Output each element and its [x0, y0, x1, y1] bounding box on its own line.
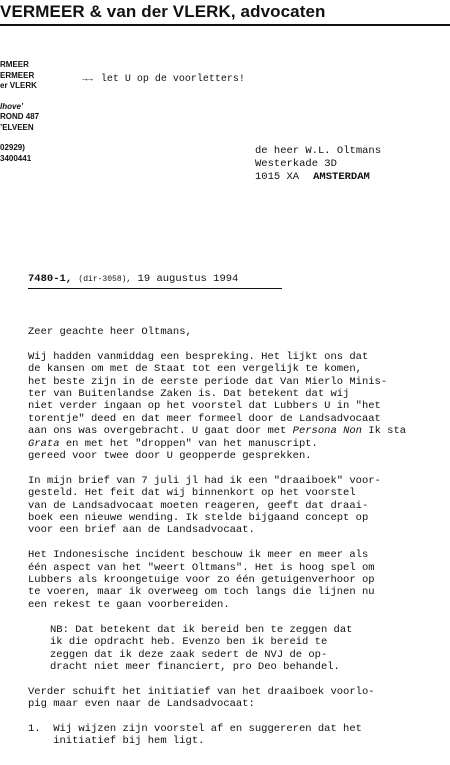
- letterhead-firm-name: VERMEER & van der VLERK, advocaten: [0, 2, 326, 21]
- addressee-name: de heer W.L. Oltmans: [255, 145, 382, 157]
- paragraph: Verder schuift het initiatief van het draaiboek voorlo- pig maar even naar de Landsadvocaat:: [28, 685, 375, 711]
- office-address-label: lhove’: [0, 101, 24, 111]
- arrow-icon: →→: [82, 74, 93, 84]
- reference-underline: [28, 288, 282, 289]
- office-phone: 3400441: [0, 153, 32, 163]
- reference-number: 7480-1,: [28, 273, 73, 285]
- partner-name: ERMEER: [0, 70, 35, 80]
- office-address-line: ROND 487: [0, 112, 40, 121]
- letter-date: 19 augustus 1994: [137, 273, 239, 285]
- note-text: let U op de voorletters!: [100, 74, 245, 85]
- addressee-postcode: 1015 XA: [255, 171, 300, 183]
- letterhead-rule: [0, 24, 450, 26]
- addressee-city: AMSTERDAM: [313, 171, 370, 183]
- addressee-block: [255, 145, 381, 184]
- salutation: Zeer geachte heer Oltmans,: [28, 326, 192, 338]
- reference-line: [28, 273, 238, 285]
- reference-dir: (dir-3058),: [78, 275, 132, 284]
- letterhead-sidebar: [0, 60, 70, 164]
- office-phone: 02929): [0, 143, 25, 152]
- letter-body: [28, 326, 448, 760]
- paragraph: In mijn brief van 7 juli jl had ik een "draaiboek" voor- gesteld. Het feit dat wij binnenkort op het voorstel van de Landsadvocaat moeten reageren, geeft dat draai- boek een nieuwe wending. Ik stelde bijgaand concept op voor een brief aan de Landsadvocaat.: [28, 474, 381, 537]
- office-address-line: ’ELVEEN: [0, 122, 34, 132]
- handwritten-note: [82, 74, 245, 85]
- paragraph: Wij hadden vanmiddag een bespreking. Het lijkt ons dat de kansen om met de Staat tot een vergelijk te komen, het beste zijn in de eerste periode dat Van Mierlo Minis- ter van Buitenlandse Zaken is. Dat betekent dat wij niet verder ingaan op het voorstel dat Lubbers U in "het torentje" deed en dat meer formeel door de Landsadvocaat aan ons was overgebracht. U gaat door met Persona Non Ik sta Grata en met het "droppen" van het manuscript. gereed voor twee door U geopperde gesprekken.: [28, 350, 407, 463]
- paragraph: Het Indonesische incident beschouw ik meer en meer als één aspect van het "weert Oltmans". Het is hoog spel om Lubbers als kroongetuige voor zo één getuigenverhoor op te voeren, maar ik overweeg om toch langs die lijnen nu een rekest te gaan voorbereiden.: [28, 549, 375, 611]
- addressee-street: Westerkade 3D: [255, 158, 337, 170]
- partner-name: RMEER: [0, 60, 29, 69]
- nb-paragraph: NB: Dat betekent dat ik bereid ben te zeggen dat ik die opdracht heb. Evenzo ben ik bereid te zeggen dat ik deze zaak sedert de NVJ de op- dracht niet meer financiert, pro Deo behandel.: [50, 623, 353, 673]
- numbered-item: 1. Wij wijzen zijn voorstel af en suggereren dat het initiatief bij hem ligt.: [28, 722, 362, 748]
- partner-name: er VLERK: [0, 81, 37, 90]
